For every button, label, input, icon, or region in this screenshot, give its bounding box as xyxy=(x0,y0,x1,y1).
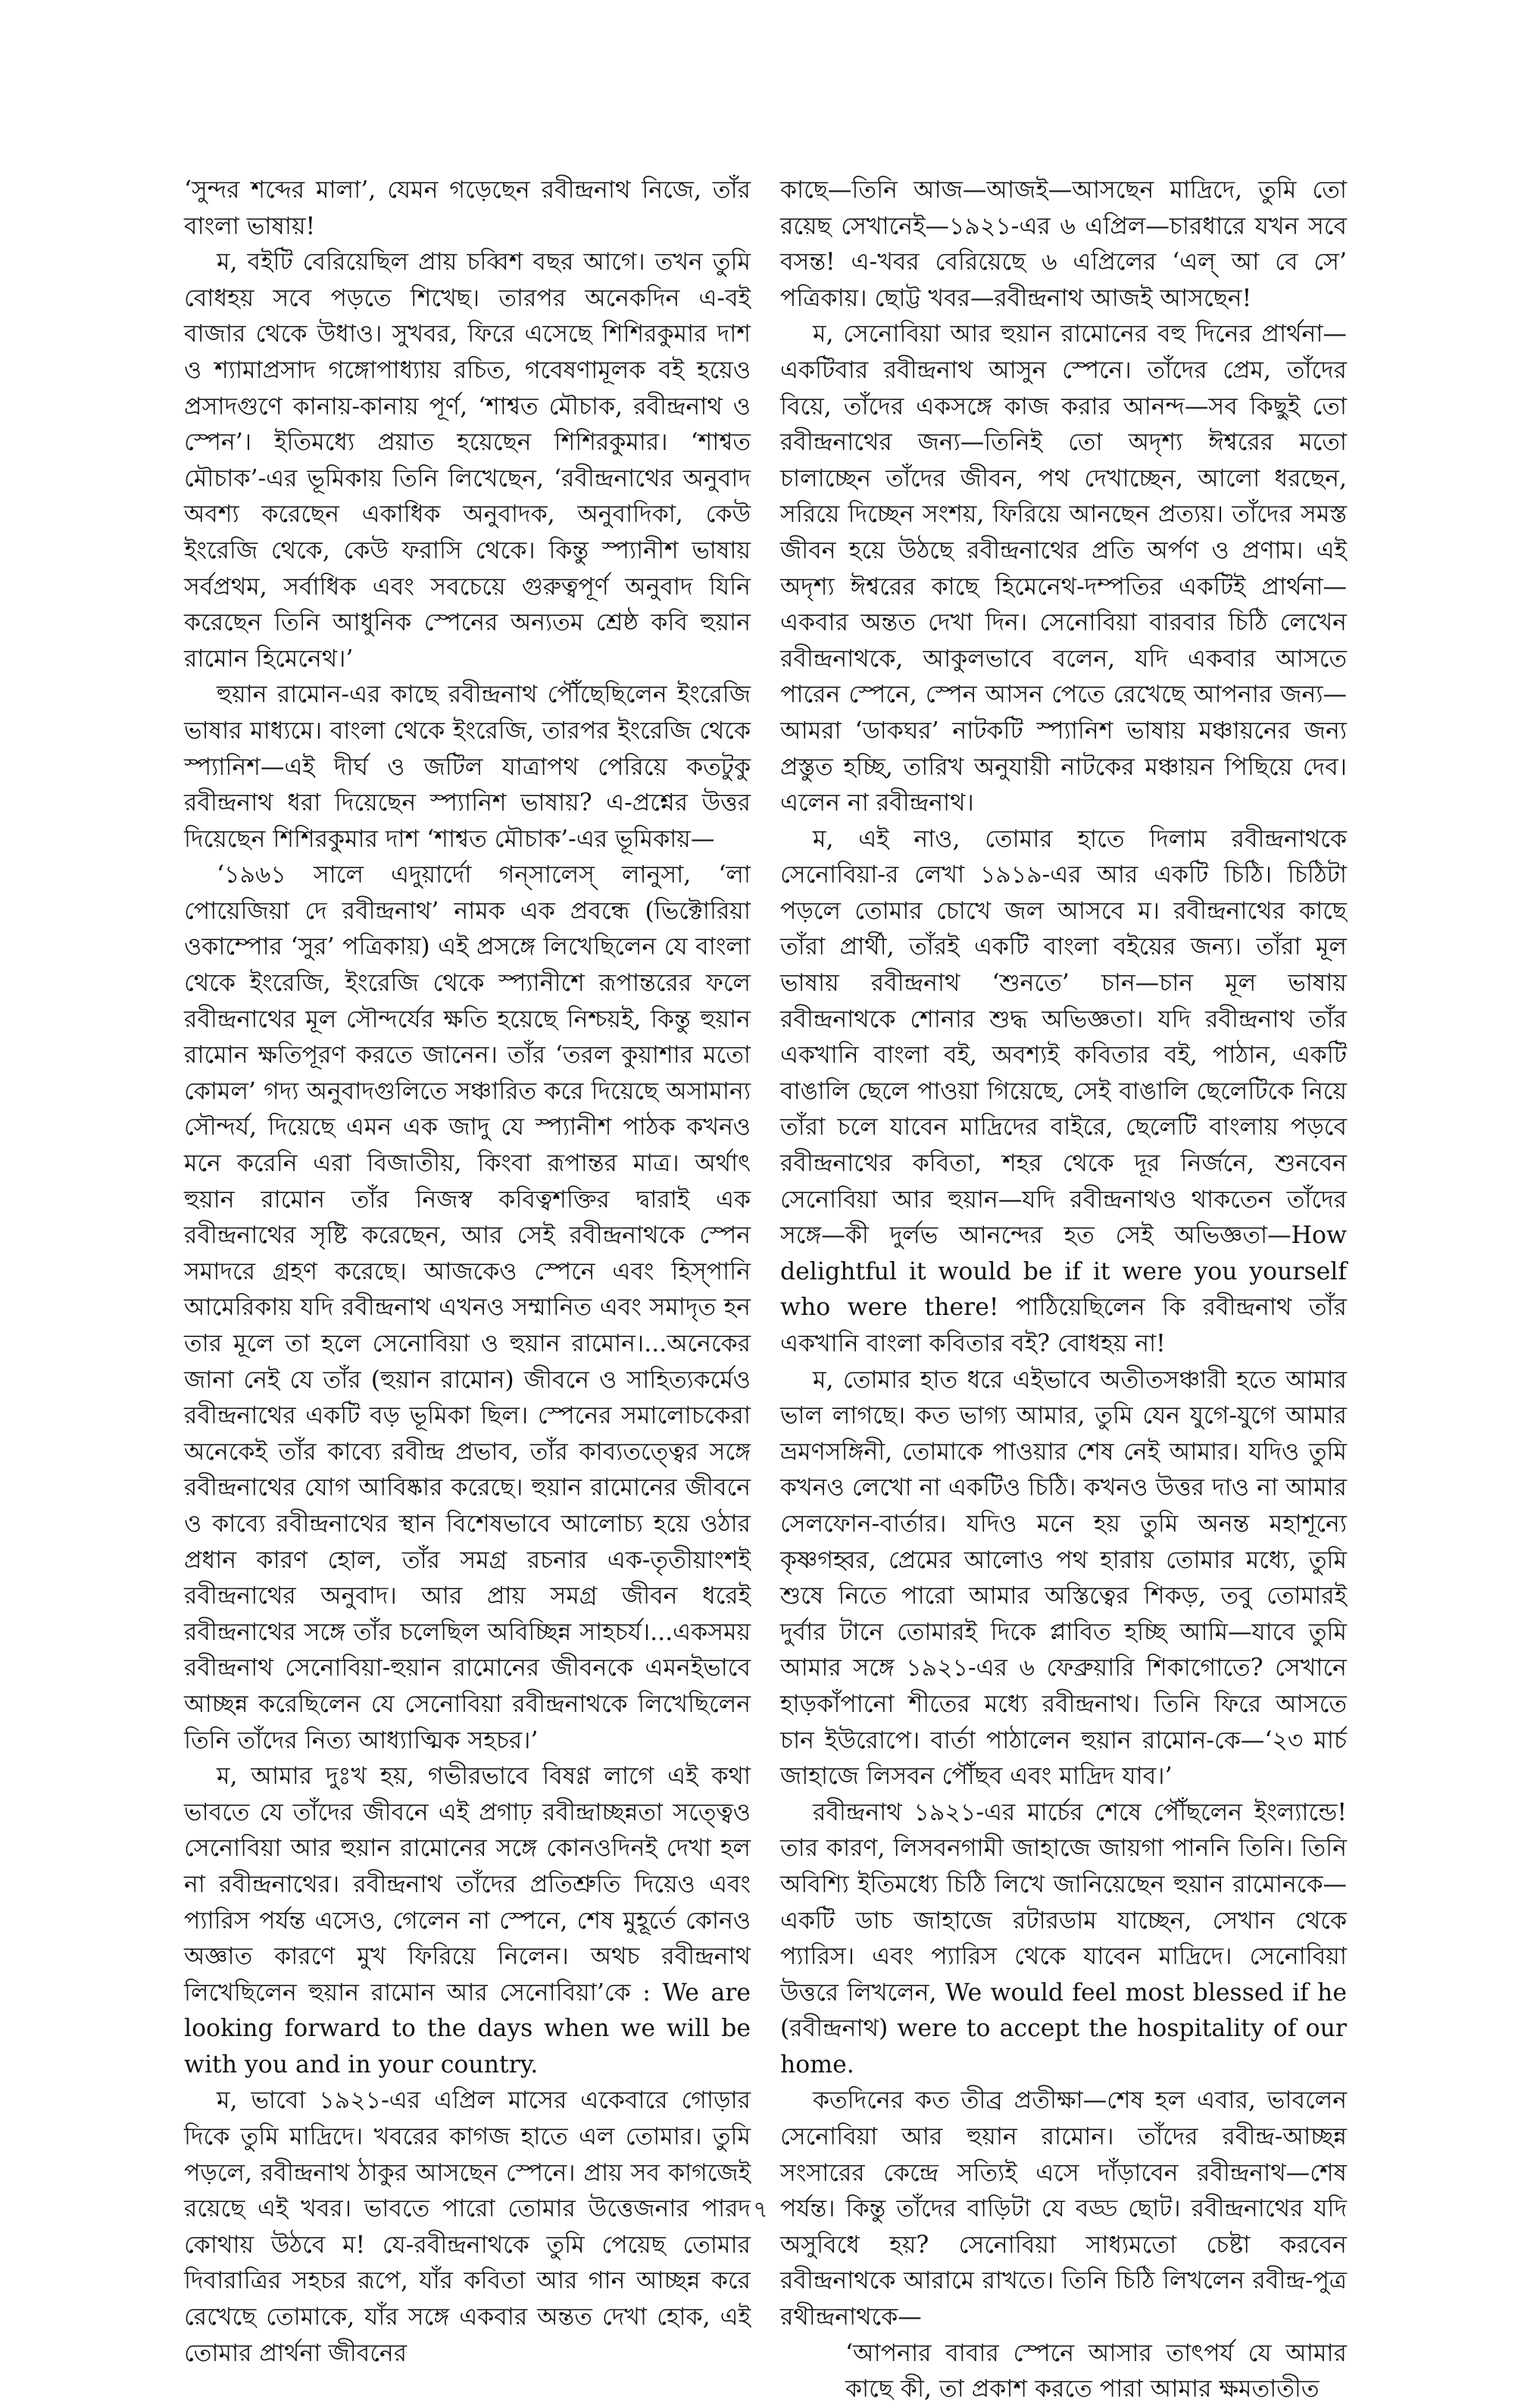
paragraph: ম, ভাবো ১৯২১-এর এপ্রিল মাসের একেবারে গোড়ার দিকে তুমি মাদ্রিদে। খবরের কাগজ হাতে এল তোমার। তুমি পড়লে, রবীন্দ্রনাথ ঠাকুর আসছেন স্পেনে। প্রায় সব কাগজেই রয়েছে এই খবর। ভাবতে পারো তোমার উত্তেজনার পারদ কোথায় উঠবে ম! যে-রবীন্দ্রনাথকে তুমি পেয়েছ তোমার দিবারাত্রির সহচর রূপে, যাঁর কবিতা আর গান আচ্ছন্ন করে রেখেছে তোমাকে, যাঁর সঙ্গে একবার অন্তত দেখা হোক, এই তোমার প্রার্থনা জীবনের xyxy=(184,2087,751,2367)
paragraph: রবীন্দ্রনাথ ১৯২১-এর মার্চের শেষে পৌঁছলেন ইংল্যান্ডে! তার কারণ, লিসবনগামী জাহাজে জায়গা পাননি তিনি। তিনি অবিশ্যি ইতিমধ্যে চিঠি লিখে জানিয়েছেন হুয়ান রামোনকে—একটি ডাচ জাহাজে রটারডাম যাচ্ছেন, সেখান থেকে প্যারিস। এবং প্যারিস থেকে যাবেন মাদ্রিদে। সেনোবিয়া উত্তরে লিখলেন, We would feel most blessed if he (রবীন্দ্রনাথ) were to accept the hospitality of our home. xyxy=(780,1798,1347,2079)
block-quote: ‘আপনার বাবার স্পেনে আসার তাৎপর্য যে আমার কাছে কী, তা প্রকাশ করতে পারা আমার ক্ষমতাতীত xyxy=(845,2339,1347,2403)
paragraph: ‘সুন্দর শব্দের মালা’, যেমন গড়েছেন রবীন্দ্রনাথ নিজে, তাঁর বাংলা ভাষায়! xyxy=(184,176,751,240)
right-column xyxy=(780,173,1347,2408)
paragraph: ম, বইটি বেরিয়েছিল প্রায় চব্বিশ বছর আগে। তখন তুমি বোধহয় সবে পড়তে শিখেছ। তারপর অনেকদিন এ-বই বাজার থেকে উধাও। সুখবর, ফিরে এসেছে শিশিরকুমার দাশ ও শ্যামাপ্রসাদ গঙ্গোপাধ্যায় রচিত, গবেষণামূলক বই হয়েও প্রসাদগুণে কানায়-কানায় পূর্ণ, ‘শাশ্বত মৌচাক, রবীন্দ্রনাথ ও স্পেন’। ইতিমধ্যে প্রয়াত হয়েছেন শিশিরকুমার। ‘শাশ্বত মৌচাক’-এর ভূমিকায় তিনি লিখেছেন, ‘রবীন্দ্রনাথের অনুবাদ অবশ্য করেছেন একাধিক অনুবাদক, অনুবাদিকা, কেউ ইংরেজি থেকে, কেউ ফরাসি থেকে। কিন্তু স্প্যানীশ ভাষায় সর্বপ্রথম, সর্বাধিক এবং সবচেয়ে গুরুত্বপূর্ণ অনুবাদ যিনি করেছেন তিনি আধুনিক স্পেনের অন্যতম শ্রেষ্ঠ কবি হুয়ান রামোন হিমেনেথ।’ xyxy=(184,248,751,673)
paragraph: কতদিনের কত তীব্র প্রতীক্ষা—শেষ হল এবার, ভাবলেন সেনোবিয়া আর হুয়ান রামোন। তাঁদের রবীন্দ্র-আচ্ছন্ন সংসারের কেন্দ্রে সত্যিই এসে দাঁড়াবেন রবীন্দ্রনাথ—শেষ পর্যন্ত। কিন্তু তাঁদের বাড়িটা যে বড্ড ছোট। রবীন্দ্রনাথের যদি অসুবিধে হয়? সেনোবিয়া সাধ্যমতো চেষ্টা করবেন রবীন্দ্রনাথকে আরামে রাখতে। তিনি চিঠি লিখলেন রবীন্দ্র-পুত্র রথীন্দ্রনাথকে— xyxy=(780,2087,1347,2331)
page-number: ৭ xyxy=(753,2197,768,2223)
paragraph: ‘১৯৬১ সালে এদুয়ার্দো গন্‌সালেস্ লানুসা, ‘লা পোয়েজিয়া দে রবীন্দ্রনাথ’ নামক এক প্রবন্ধে (ভিক্টোরিয়া ওকাম্পোর ‘সুর’ পত্রিকায়) এই প্রসঙ্গে লিখেছিলেন যে বাংলা থেকে ইংরেজি, ইংরেজি থেকে স্প্যানীশে রূপান্তরের ফলে রবীন্দ্রনাথের মূল সৌন্দর্যের ক্ষতি হয়েছে নিশ্চয়ই, কিন্তু হুয়ান রামোন ক্ষতিপূরণ করতে জানেন। তাঁর ‘তরল কুয়াশার মতো কোমল’ গদ্য অনুবাদগুলিতে সঞ্চারিত করে দিয়েছে অসামান্য সৌন্দর্য, দিয়েছে এমন এক জাদু যে স্প্যানীশ পাঠক কখনও মনে করেনি এরা বিজাতীয়, কিংবা রূপান্তর মাত্র। অর্থাৎ হুয়ান রামোন তাঁর নিজস্ব কবিত্বশক্তির দ্বারাই এক রবীন্দ্রনাথের সৃষ্টি করেছেন, আর সেই রবীন্দ্রনাথকে স্পেন সমাদরে গ্রহণ করেছে। আজকেও স্পেনে এবং হিস্‌পানি আমেরিকায় যদি রবীন্দ্রনাথ এখনও সম্মানিত এবং সমাদৃত হন তার মূলে তা হলে সেনোবিয়া ও হুয়ান রামোন।...অনেকের জানা নেই যে তাঁর (হুয়ান রামোন) জীবনে ও সাহিত্যকর্মেও রবীন্দ্রনাথের একটি বড় ভূমিকা ছিল। স্পেনের সমালোচকেরা অনেকেই তাঁর কাব্যে রবীন্দ্র প্রভাব, তাঁর কাব্যতত্ত্বের সঙ্গে রবীন্দ্রনাথের যোগ আবিষ্কার করেছে। হুয়ান রামোনের জীবনে ও কাব্যে রবীন্দ্রনাথের স্থান বিশেষভাবে আলোচ্য হয়ে ওঠার প্রধান কারণ হোল, তাঁর সমগ্র রচনার এক-তৃতীয়াংশই রবীন্দ্রনাথের অনুবাদ। আর প্রায় সমগ্র জীবন ধরেই রবীন্দ্রনাথের সঙ্গে তাঁর চলেছিল অবিচ্ছিন্ন সাহচর্য।...একসময় রবীন্দ্রনাথ সেনোবিয়া-হুয়ান রামোনের জীবনকে এমনইভাবে আচ্ছন্ন করেছিলেন যে সেনোবিয়া রবীন্দ্রনাথকে লিখেছিলেন তিনি তাঁদের নিত্য আধ্যাত্মিক সহচর।’ xyxy=(184,861,751,1754)
paragraph: ম, তোমার হাত ধরে এইভাবে অতীতসঞ্চারী হতে আমার ভাল লাগছে। কত ভাগ্য আমার, তুমি যেন যুগে-যুগে আমার ভ্রমণসঙ্গিনী, তোমাকে পাওয়ার শেষ নেই আমার। যদিও তুমি কখনও লেখো না একটিও চিঠি। কখনও উত্তর দাও না আমার সেলফোন-বার্তার। যদিও মনে হয় তুমি অনন্ত মহাশূন্যে কৃষ্ণগহ্বর, প্রেমের আলোও পথ হারায় তোমার মধ্যে, তুমি শুষে নিতে পারো আমার অস্তিত্বের শিকড়, তবু তোমারই দুর্বার টানে তোমারই দিকে প্লাবিত হচ্ছি আমি—যাবে তুমি আমার সঙ্গে ১৯২১-এর ৬ ফেব্রুয়ারি শিকাগোতে? সেখানে হাড়কাঁপানো শীতের মধ্যে রবীন্দ্রনাথ। তিনি ফিরে আসতে চান ইউরোপে। বার্তা পাঠালেন হুয়ান রামোন-কে—‘২৩ মার্চ জাহাজে লিসবন পৌঁছব এবং মাদ্রিদ যাব।’ xyxy=(780,1366,1347,1791)
paragraph: ম, আমার দুঃখ হয়, গভীরভাবে বিষণ্ণ লাগে এই কথা ভাবতে যে তাঁদের জীবনে এই প্রগাঢ় রবীন্দ্রাচ্ছন্নতা সত্ত্বেও সেনোবিয়া আর হুয়ান রামোনের সঙ্গে কোনওদিনই দেখা হল না রবীন্দ্রনাথের। রবীন্দ্রনাথ তাঁদের প্রতিশ্রুতি দিয়েও এবং প্যারিস পর্যন্ত এসেও, গেলেন না স্পেনে, শেষ মুহূর্তে কোনও অজ্ঞাত কারণে মুখ ফিরিয়ে নিলেন। অথচ রবীন্দ্রনাথ লিখেছিলেন হুয়ান রামোন আর সেনোবিয়া’কে : We are looking forward to the days when we will be with you and in your country. xyxy=(184,1763,751,2079)
paragraph: ম, এই নাও, তোমার হাতে দিলাম রবীন্দ্রনাথকে সেনোবিয়া-র লেখা ১৯১৯-এর আর একটি চিঠি। চিঠিটা পড়লে তোমার চোখে জল আসবে ম। রবীন্দ্রনাথের কাছে তাঁরা প্রার্থী, তাঁরই একটি বাংলা বইয়ের জন্য। তাঁরা মূল ভাষায় রবীন্দ্রনাথ ‘শুনতে’ চান—চান মূল ভাষায় রবীন্দ্রনাথকে শোনার শুদ্ধ অভিজ্ঞতা। যদি রবীন্দ্রনাথ তাঁর একখানি বাংলা বই, অবশ্যই কবিতার বই, পাঠান, একটি বাঙালি ছেলে পাওয়া গিয়েছে, সেই বাঙালি ছেলেটিকে নিয়ে তাঁরা চলে যাবেন মাদ্রিদের বাইরে, ছেলেটি বাংলায় পড়বে রবীন্দ্রনাথের কবিতা, শহর থেকে দূর নির্জনে, শুনবেন সেনোবিয়া আর হুয়ান—যদি রবীন্দ্রনাথও থাকতেন তাঁদের সঙ্গে—কী দুর্লভ আনন্দের হত সেই অভিজ্ঞতা—How delightful it would be if it were you yourself who were there! পাঠিয়েছিলেন কি রবীন্দ্রনাথ তাঁর একখানি বাংলা কবিতার বই? বোধহয় না! xyxy=(780,825,1347,1357)
left-column xyxy=(184,173,751,2372)
paragraph: ম, সেনোবিয়া আর হুয়ান রামোনের বহু দিনের প্রার্থনা—একটিবার রবীন্দ্রনাথ আসুন স্পেনে। তাঁদের প্রেম, তাঁদের বিয়ে, তাঁদের একসঙ্গে কাজ করার আনন্দ—সব কিছুই তো রবীন্দ্রনাথের জন্য—তিনিই তো অদৃশ্য ঈশ্বরের মতো চালাচ্ছেন তাঁদের জীবন, পথ দেখাচ্ছেন, আলো ধরছেন, সরিয়ে দিচ্ছেন সংশয়, ফিরিয়ে আনছেন প্রত্যয়। তাঁদের সমস্ত জীবন হয়ে উঠছে রবীন্দ্রনাথের প্রতি অর্পণ ও প্রণাম। এই অদৃশ্য ঈশ্বরের কাছে হিমেনেথ-দম্পতির একটিই প্রার্থনা—একবার অন্তত দেখা দিন। সেনোবিয়া বারবার চিঠি লেখেন রবীন্দ্রনাথকে, আকুলভাবে বলেন, যদি একবার আসতে পারেন স্পেনে, স্পেন আসন পেতে রেখেছে আপনার জন্য—আমরা ‘ডাকঘর’ নাটকটি স্প্যানিশ ভাষায় মঞ্চায়নের জন্য প্রস্তুত হচ্ছি, তারিখ অনুযায়ী নাটকের মঞ্চায়ন পিছিয়ে দেব। এলেন না রবীন্দ্রনাথ। xyxy=(780,320,1347,817)
paragraph: কাছে—তিনি আজ—আজই—আসছেন মাদ্রিদে, তুমি তো রয়েছ সেখানেই—১৯২১-এর ৬ এপ্রিল—চারধারে যখন সবে বসন্ত! এ-খবর বেরিয়েছে ৬ এপ্রিলের ‘এল্ আ বে সে’ পত্রিকায়। ছোট্ট খবর—রবীন্দ্রনাথ আজই আসছেন! xyxy=(780,176,1347,312)
paragraph: হুয়ান রামোন-এর কাছে রবীন্দ্রনাথ পৌঁছেছিলেন ইংরেজি ভাষার মাধ্যমে। বাংলা থেকে ইংরেজি, তারপর ইংরেজি থেকে স্প্যানিশ—এই দীর্ঘ ও জটিল যাত্রাপথ পেরিয়ে কতটুকু রবীন্দ্রনাথ ধরা দিয়েছেন স্প্যানিশ ভাষায়? এ-প্রশ্নের উত্তর দিয়েছেন শিশিরকুমার দাশ ‘শাশ্বত মৌচাক’-এর ভূমিকায়— xyxy=(184,681,751,853)
